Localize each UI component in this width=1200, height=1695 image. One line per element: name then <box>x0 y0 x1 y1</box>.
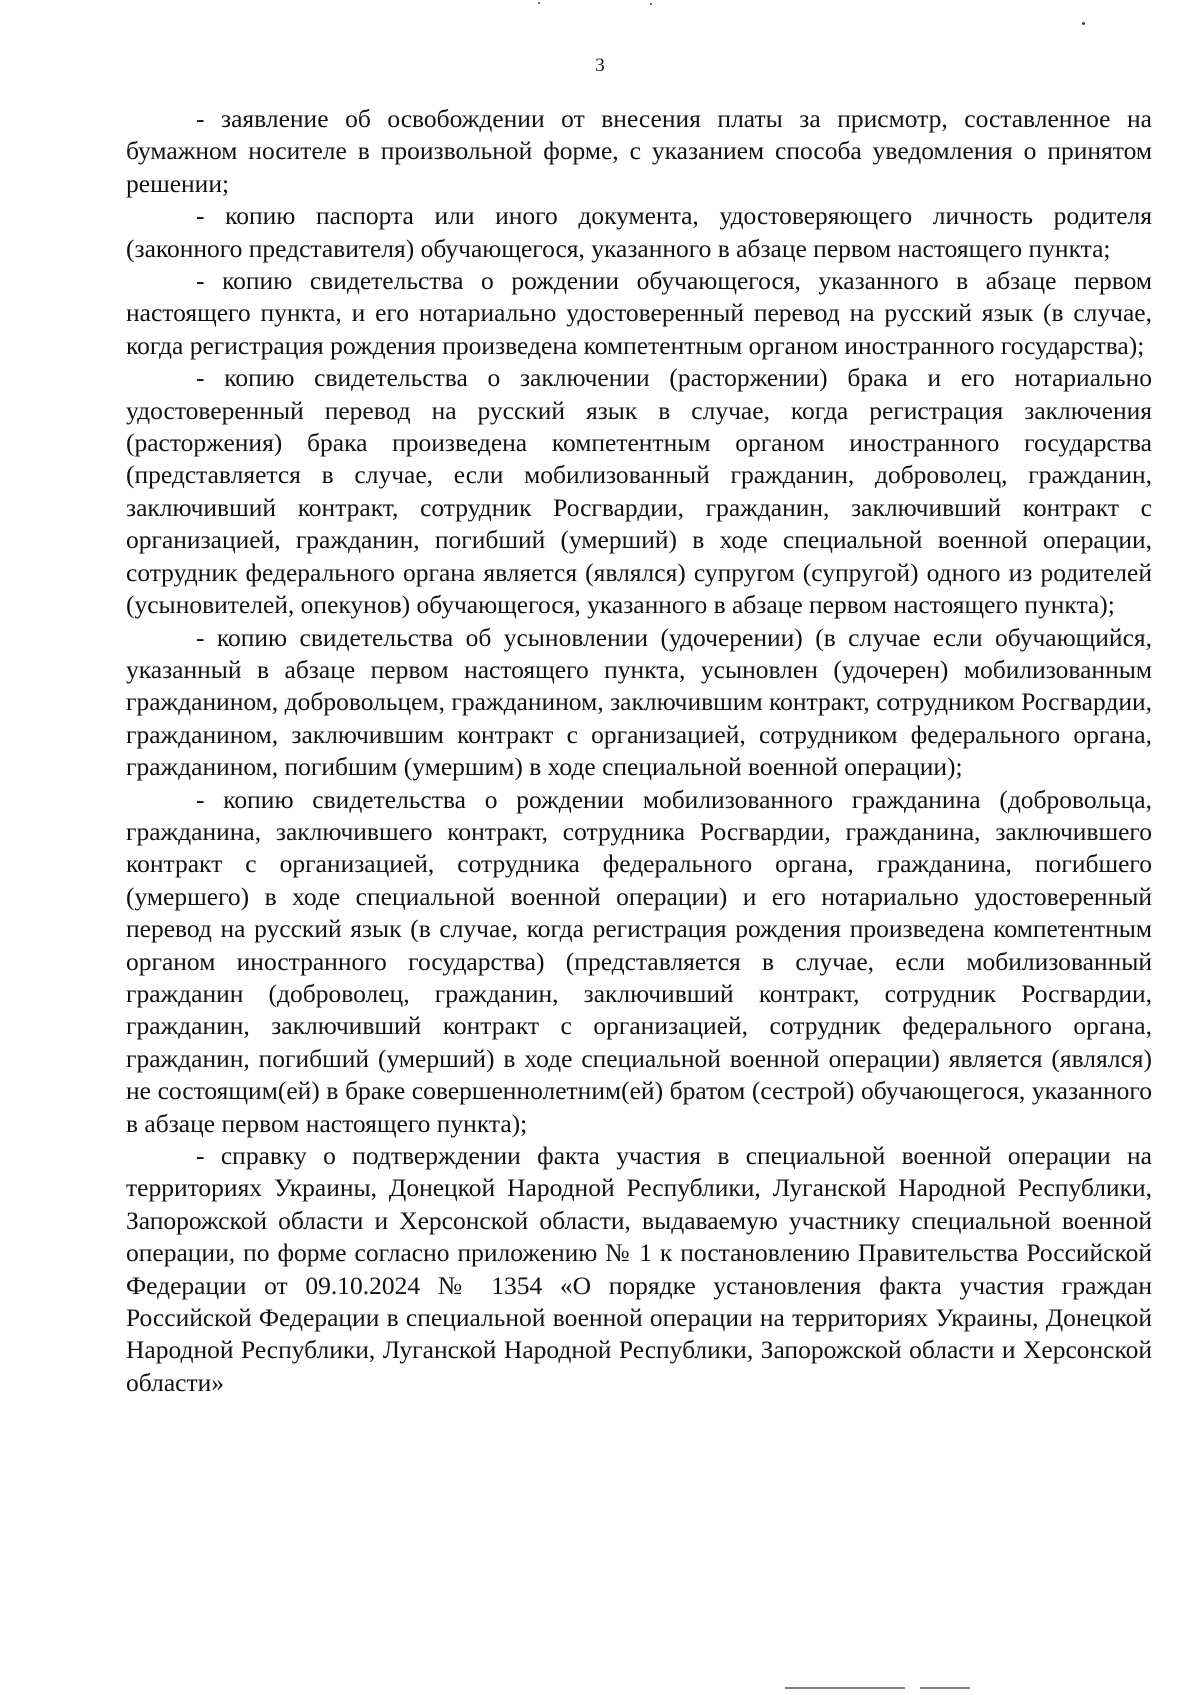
list-item: - копию свидетельства о заключении (расторжении) брака и его нотариально удостоверенный перевод на русский язык в случае, когда регистрация заключения (расторжения) брака произведена компетентным органом иностранного государства (представляется в случае, если мобилизованный гражданин, доброволец, гражданин, заключивший контракт, сотрудник Росгвардии, гражданин, заключивший контракт с организацией, гражданин, погибший (умерший) в ходе специальной военной операции, сотрудник федерального органа является (являлся) супругом (супругой) одного из родителей (усыновителей, опекунов) обучающегося, указанного в абзаце первом настоящего пункта); <box>126 363 1152 620</box>
list-item: - справку о подтверждении факта участия в специальной военной операции на территориях Украины, Донецкой Народной Республики, Луганской Народной Республики, Запорожской области и Херсонской области, выдаваемую участнику специальной военной операции, по форме согласно приложению № 1 к постановлению Правительства Российской Федерации от 09.10.2024 № 1354 «О порядке установления факта участия граждан Российской Федерации в специальной военной операции на территориях Украины, Донецкой Народной Республики, Луганской Народной Республики, Запорожской области и Херсонской области» <box>126 1141 1152 1397</box>
document-body <box>126 103 1152 1399</box>
scan-speck <box>1082 22 1085 25</box>
list-item: - копию свидетельства о рождении обучающегося, указанного в абзаце первом настоящего пункта, и его нотариально удостоверенный перевод на русский язык (в случае, когда регистрация рождения произведена компетентным органом иностранного государства); <box>126 266 1152 360</box>
scan-speck <box>650 3 652 5</box>
list-item: - копию свидетельства о рождении мобилизованного гражданина (добровольца, гражданина, заключившего контракт, сотрудника Росгвардии, гражданина, заключившего контракт с организацией, сотрудника федерального органа, гражданина, погибшего (умершего) в ходе специальной военной операции) и его нотариально удостоверенный перевод на русский язык (в случае, когда регистрация рождения произведена компетентным органом иностранного государства) (представляется в случае, если мобилизованный гражданин (доброволец, гражданин, заключивший контракт, сотрудник Росгвардии, гражданин, заключивший контракт с организацией, сотрудник федерального органа, гражданин, погибший (умерший) в ходе специальной военной операции) является (являлся) не состоящим(ей) в браке совершеннолетним(ей) братом (сестрой) обучающегося, указанного в абзаце первом настоящего пункта); <box>126 784 1152 1138</box>
scan-speck <box>538 2 540 4</box>
list-item: - копию паспорта или иного документа, удостоверяющего личность родителя (законного представителя) обучающегося, указанного в абзаце первом настоящего пункта; <box>126 201 1152 263</box>
scan-edge-mark <box>785 1687 905 1689</box>
list-item: - копию свидетельства об усыновлении (удочерении) (в случае если обучающийся, указанный в абзаце первом настоящего пункта, усыновлен (удочерен) мобилизованным гражданином, добровольцем, гражданином, заключившим контракт, сотрудником Росгвардии, гражданином, заключившим контракт с организацией, сотрудником федерального органа, гражданином, погибшим (умершим) в ходе специальной военной операции); <box>126 622 1152 782</box>
scan-edge-mark <box>920 1687 970 1689</box>
list-item: - заявление об освобождении от внесения платы за присмотр, составленное на бумажном носителе в произвольной форме, с указанием способа уведомления о принятом решении; <box>126 104 1152 198</box>
page-number: 3 <box>595 55 605 76</box>
